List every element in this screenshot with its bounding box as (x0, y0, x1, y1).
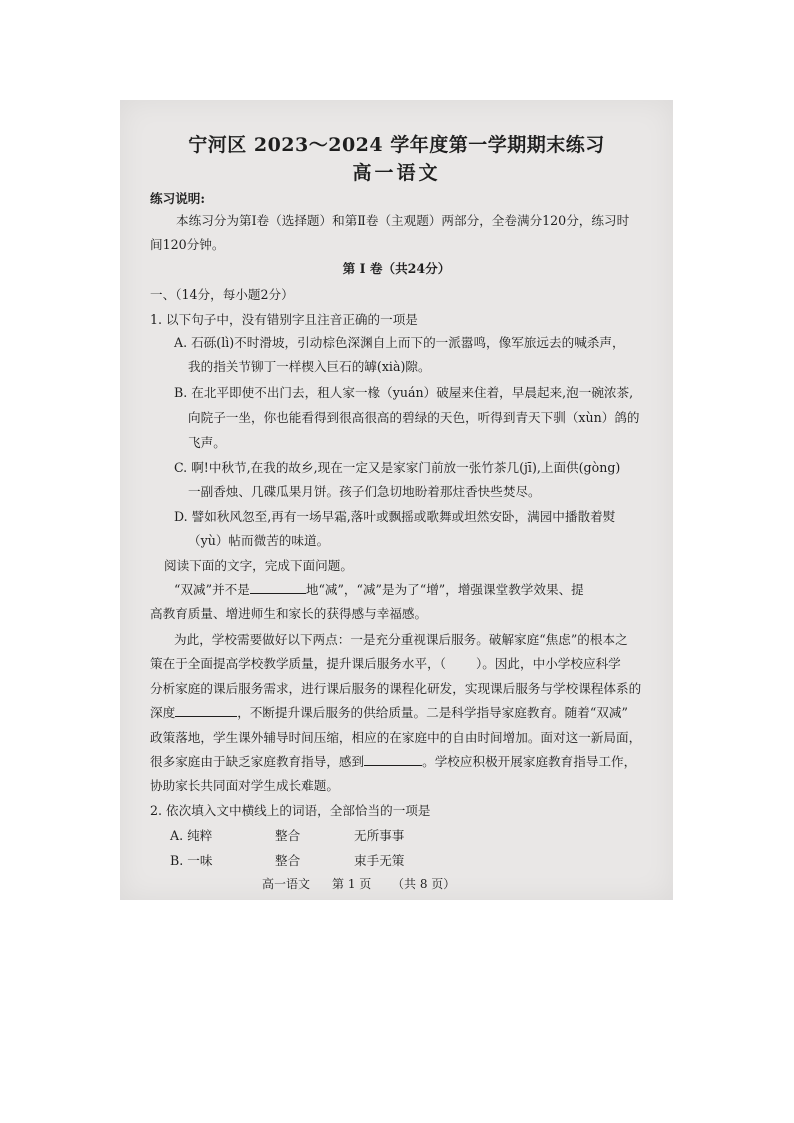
q1-option-d-line-1: D. 譬如秋风忽至,再有一场早霜,落叶或飘摇或歌舞或坦然安卧，满园中播散着熨 (174, 509, 616, 524)
passage-line: 协助家长共同面对学生成长难题。 (150, 778, 339, 793)
q1-option-a-line-1: A. 石砾(lì)不时滑坡，引动棕色深渊自上而下的一派嚣鸣，像军旅远去的喊杀声， (174, 335, 625, 350)
section-1-heading: 一、（14分，每小题2分） (150, 287, 294, 302)
q2-option-b-word-3: 束手无策 (354, 853, 405, 868)
q1-option-a-line-2: 我的指关节铆丁一样楔入巨石的罅(xià)隙。 (188, 359, 431, 374)
passage-text: ，不断提升课后服务的供给质量。二是科学指导家庭教育。随着“双减” (237, 705, 628, 720)
passage-text: 。学校应积极开展家庭教育指导工作， (422, 754, 637, 769)
instructions-line-2: 间120分钟。 (150, 237, 225, 252)
passage-line (174, 581, 584, 598)
passage-text: “双减”并不是 (174, 582, 250, 597)
passage-line: 为此，学校需要做好以下两点：一是充分重视课后服务。破解家庭“焦虑”的根本之 (174, 632, 628, 647)
passage-line (150, 704, 628, 721)
reading-prompt: 阅读下面的文字，完成下面问题。 (164, 558, 353, 573)
q2-option-b-label: B. 一味 (170, 853, 213, 868)
q1-option-c-line-2: 一副香烛、几碟瓜果月饼。孩子们急切地盼着那炷香快些焚尽。 (188, 484, 541, 499)
footer-page-number: 第 1 页 (332, 877, 372, 891)
passage-line (150, 655, 621, 672)
q2-option-b-word-2: 整合 (275, 853, 301, 868)
part-1-title: 第 Ⅰ 卷（共24分） (342, 261, 451, 276)
exam-title: 宁河区 2023～2024 学年度第一学期期末练习 (188, 134, 605, 156)
q2-option-a-label: A. 纯粹 (170, 828, 213, 843)
answer-blank-1 (250, 581, 306, 594)
exam-subtitle: 高一语文 (352, 162, 441, 184)
footer-subject: 高一语文 (262, 877, 311, 891)
instructions-label: 练习说明: (150, 191, 206, 206)
q2-option-a-word-3: 无所事事 (354, 828, 405, 843)
q1-option-b-line-1: B. 在北平即使不出门去，租人家一椽（yuán）破屋来住着，早晨起来,泡一碗浓茶, (174, 385, 634, 400)
answer-blank-3 (175, 704, 237, 717)
q1-option-c-line-1: C. 啊!中秋节,在我的故乡,现在一定又是家家门前放一张竹茶几(jī),上面供(gòng) (174, 460, 621, 475)
passage-text: 很多家庭由于缺乏家庭教育指导，感到 (150, 754, 365, 769)
footer-page-total: （共 8 页） (392, 877, 456, 891)
passage-text: ）。因此，中小学校应科学 (475, 656, 621, 671)
q1-option-b-line-3: 飞声。 (188, 435, 226, 450)
passage-line: 高教育质量、增进师生和家长的获得感与幸福感。 (150, 606, 428, 621)
q1-option-b-line-2: 向院子一坐，你也能看得到很高很高的碧绿的天色，听得到青天下驯（xùn）鸽的 (188, 410, 640, 425)
question-1-stem: 1. 以下句子中，没有错别字且注音正确的一项是 (150, 312, 418, 327)
passage-text: 地“减”，“减”是为了“增”，增强课堂教学效果、提 (305, 582, 584, 597)
exam-paper (120, 100, 673, 900)
q2-option-a-word-2: 整合 (275, 828, 301, 843)
passage-line: 政策落地，学生课外辅导时间压缩，相应的在家庭中的自由时间增加。面对这一新局面， (150, 730, 642, 745)
passage-line: 分析家庭的课后服务需求，进行课后服务的课程化研发，实现课后服务与学校课程体系的 (150, 681, 642, 696)
instructions-line-1: 本练习分为第Ⅰ卷（选择题）和第Ⅱ卷（主观题）两部分，全卷满分120分，练习时 (176, 213, 630, 228)
question-2-stem: 2. 依次填入文中横线上的词语，全部恰当的一项是 (150, 803, 431, 818)
answer-blank-4 (364, 753, 422, 766)
passage-text: 策在于全面提高学校教学质量，提升课后服务水平，（ (150, 656, 446, 671)
passage-line (150, 753, 636, 770)
q1-option-d-line-2: （yù）帖而微苦的味道。 (188, 533, 330, 548)
passage-text: 深度 (150, 705, 176, 720)
